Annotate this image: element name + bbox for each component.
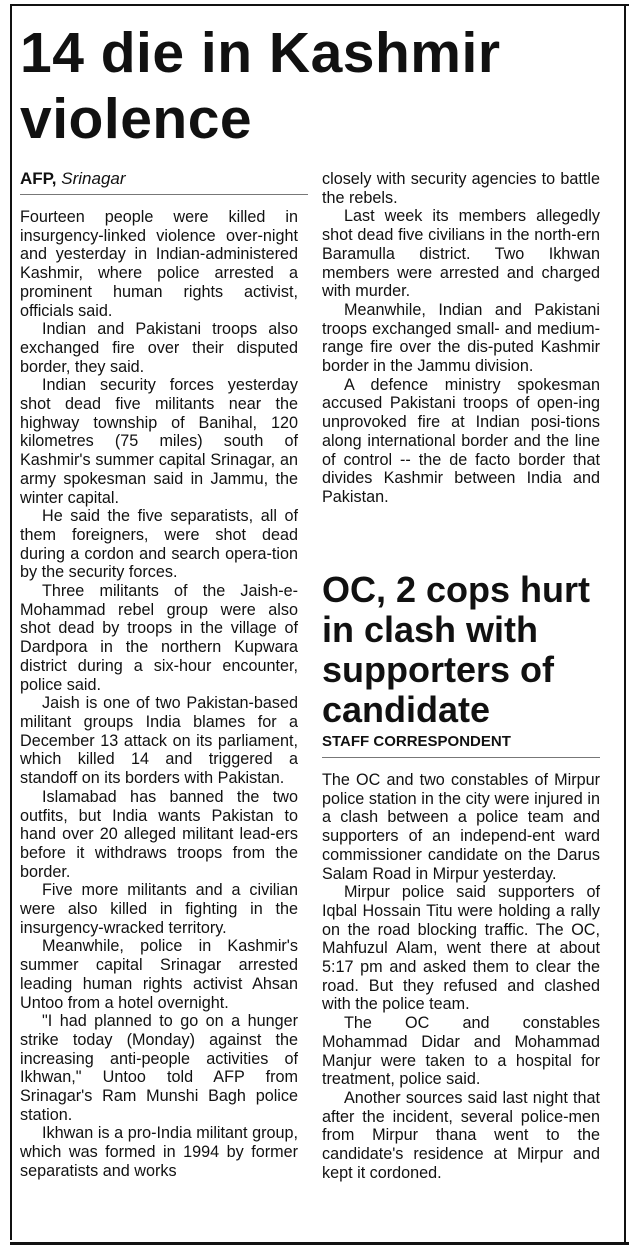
paragraph: Meanwhile, Indian and Pakistani troops exchanged small- and medium-range fire over the dis-puted Kashmir border in the Jammu division. — [322, 300, 600, 376]
paragraph: A defence ministry spokesman accused Pakistani troops of open-ing unprovoked fire at Indian posi-tions along international border and the line of control -- the de facto border that divides Kashmir between India and Pakistan. — [322, 375, 600, 506]
paragraph: Indian and Pakistani troops also exchanged fire over their disputed border, they said. — [20, 320, 298, 376]
paragraph: He said the five separatists, all of them foreigners, were shot dead during a cordon and search opera-tion by the security forces. — [20, 507, 298, 582]
byline-location: Srinagar — [61, 169, 126, 188]
paragraph: Three militants of the Jaish-e-Mohammad rebel group were also shot dead by troops in the village of Dardpora in the northern Kupwara district during a six-hour encounter, police said. — [20, 582, 298, 694]
bottom-border-rule — [10, 1242, 629, 1245]
paragraph: The OC and constables Mohammad Didar and Mohammad Manjur were taken to a hospital for treatment, police said. — [322, 1014, 600, 1089]
story2-column — [322, 771, 600, 1182]
story2-headline: OC, 2 cops hurt in clash with supporters of candidate — [322, 569, 591, 730]
right-border-rule — [624, 4, 626, 1244]
paragraph: Fourteen people were killed in insurgency-linked violence over-night and yesterday in Indian-administered Kashmir, where police arrested a prominent human rights activist, officials said. — [20, 208, 298, 320]
left-border-rule — [10, 4, 12, 1240]
byline-agency: AFP, — [20, 169, 57, 188]
paragraph: Five more militants and a civilian were also killed in fighting in the insurgency-wracked territory. — [20, 881, 298, 937]
byline2-underline — [322, 757, 600, 758]
story1-headline: 14 die in Kashmir violence — [20, 21, 501, 151]
paragraph: Ikhwan is a pro-India militant group, which was formed in 1994 by former separatists and works — [20, 1124, 298, 1180]
paragraph: The OC and two constables of Mirpur police station in the city were injured in a clash between a police team and supporters of an independ-ent ward commissioner candidate on the Darus Salam Road in Mirpur yesterday. — [322, 771, 600, 883]
byline-underline — [20, 194, 308, 195]
paragraph: Another sources said last night that after the incident, several police-men from Mirpur thana went to the candidate's residence at Mirpur and kept it cordoned. — [322, 1088, 600, 1182]
paragraph: closely with security agencies to battle the rebels. — [322, 170, 600, 207]
story1-byline — [20, 168, 310, 190]
story1-left-column — [20, 208, 298, 1181]
paragraph: Meanwhile, police in Kashmir's summer capital Srinagar arrested leading human rights activist Ahsan Untoo from a hotel overnight. — [20, 937, 298, 1012]
paragraph: Jaish is one of two Pakistan-based militant groups India blames for a December 13 attack on its parliament, which killed 14 and triggered a standoff on its borders with Pakistan. — [20, 694, 298, 788]
paragraph: Islamabad has banned the two outfits, but India wants Pakistan to hand over 20 alleged militant lead-ers before it withdraws troops from the border. — [20, 787, 298, 881]
paragraph: "I had planned to go on a hunger strike today (Monday) against the increasing anti-people activities of Ikhwan," Untoo told AFP from Srinagar's Ram Munshi Bagh police station. — [20, 1012, 298, 1124]
story2-byline: STAFF CORRESPONDENT — [322, 733, 511, 750]
paragraph: Last week its members allegedly shot dead five civilians in the north-ern Baramulla district. Two Ikhwan members were arrested and charged with murder. — [322, 207, 600, 301]
paragraph: Mirpur police said supporters of Iqbal Hossain Titu were holding a rally on the road blocking traffic. The OC, Mahfuzul Alam, went there at about 5:17 pm and asked them to clear the road. But they refused and clashed with the police team. — [322, 883, 600, 1014]
top-border-rule — [10, 4, 629, 6]
paragraph: Indian security forces yesterday shot dead five militants near the highway township of Banihal, 120 kilometres (75 miles) south of Kashmir's summer capital Srinagar, an army spokesman said in Jammu, the winter capital. — [20, 376, 298, 507]
story1-right-column — [322, 170, 600, 507]
